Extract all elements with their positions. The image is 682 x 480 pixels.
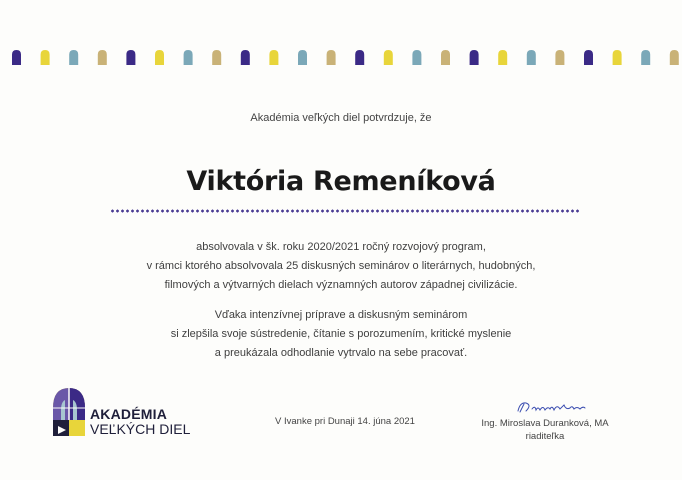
arch-shape <box>184 50 193 65</box>
recipient-name: Viktória Remeníková <box>186 166 496 197</box>
arch-shape <box>355 50 364 65</box>
handwritten-signature <box>480 396 610 416</box>
arch-shape <box>126 50 135 65</box>
arch-shape <box>498 50 507 65</box>
arch-shape <box>155 50 164 65</box>
arch-shape <box>41 50 50 65</box>
paragraph-line: absolvovala v šk. roku 2020/2021 ročný rozvojový program, <box>196 241 486 253</box>
paragraph-line: filmových a výtvarných dielach významných autorov západnej civilizácie. <box>164 279 518 291</box>
arch-shape <box>441 50 450 65</box>
arch-shape <box>69 50 78 65</box>
arch-shape <box>384 50 393 65</box>
arch-shape <box>327 50 336 65</box>
arch-shape <box>241 50 250 65</box>
signatory-name: Ing. Miroslava Duranková, MA <box>481 418 609 429</box>
paragraph-line: si zlepšila svoje sústredenie, čítanie s porozumením, kritické myslenie <box>170 328 512 340</box>
dotted-divider <box>110 209 580 213</box>
logo-wordmark <box>90 407 190 437</box>
arch-shape <box>584 50 593 65</box>
logo-line-2: VEĽKÝCH DIEL <box>90 421 191 437</box>
arch-shape <box>412 50 421 65</box>
arch-shape <box>555 50 564 65</box>
academy-logo <box>52 386 212 440</box>
logo-line-1: AKADÉMIA <box>90 406 168 422</box>
signature-block <box>480 396 610 442</box>
paragraph-line: v rámci ktorého absolvovala 25 diskusných seminárov o literárnych, hudobných, <box>146 260 536 272</box>
place-and-date: V Ivanke pri Dunaji 14. júna 2021 <box>275 416 415 427</box>
arch-shape <box>527 50 536 65</box>
program-paragraph <box>0 238 682 295</box>
arch-shape <box>670 50 679 65</box>
arch-shape <box>12 50 21 65</box>
signatory-role: riaditeľka <box>525 431 565 442</box>
paragraph-line: a preukázala odhodlanie vytrvalo na sebe pracovať. <box>214 347 468 359</box>
arch-shape <box>470 50 479 65</box>
arch-shape <box>98 50 107 65</box>
intro-text: Akadémia veľkých diel potvrdzuje, že <box>250 112 432 124</box>
arch-shape <box>298 50 307 65</box>
achievement-paragraph <box>0 306 682 363</box>
arch-row <box>12 50 680 68</box>
arch-shape <box>269 50 278 65</box>
cathedral-window-icon <box>52 386 86 438</box>
paragraph-line: Vďaka intenzívnej príprave a diskusným seminárom <box>214 309 468 321</box>
arch-shape <box>641 50 650 65</box>
arch-shape <box>613 50 622 65</box>
arch-shape <box>212 50 221 65</box>
decorative-arch-border <box>12 50 680 68</box>
